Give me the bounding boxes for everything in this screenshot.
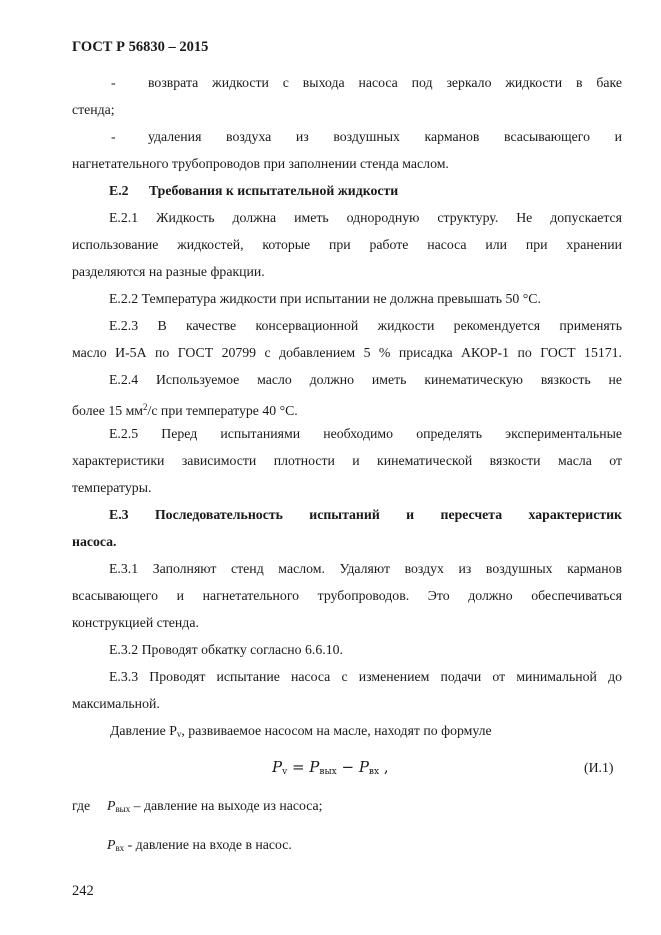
definition-text: - давление на входе в насос. [124, 837, 292, 852]
formula-symbol: P [309, 758, 320, 776]
paragraph-line: Е.2.4 Используемое масло должно иметь кинематическую вязкость не [109, 372, 622, 387]
formula-subscript: вых [319, 767, 337, 777]
paragraph-line: Е.3.3 Проводят испытание насоса с изменением подачи от минимальной до [109, 669, 622, 684]
paragraph-line: максимальной. [72, 696, 160, 711]
definition-text: – давление на выходе из насоса; [130, 798, 323, 813]
formula-symbol: P [107, 798, 116, 813]
formula-symbol: P [272, 758, 283, 776]
section-title: Требования к испытательной жидкости [149, 183, 399, 198]
formula-subscript: вх [115, 843, 125, 853]
paragraph-line: Е.2.3 В качестве консервационной жидкости рекомендуется применять [109, 318, 622, 333]
paragraph-line: конструкцией стенда. [72, 615, 199, 630]
text-run: , развиваемое насосом на масле, находят по формуле [181, 723, 492, 738]
formula-number: (И.1) [584, 760, 614, 775]
formula-punct: , [379, 758, 389, 776]
text-run: Давление P [110, 723, 177, 738]
formula-subscript: вых [115, 804, 131, 814]
paragraph-line: температуры. [72, 480, 152, 495]
paragraph-line [110, 722, 492, 743]
section-number: Е.2 [109, 183, 129, 198]
formula-operator: − [336, 758, 359, 776]
paragraph-line: Е.2.5 Перед испытаниями необходимо определять экспериментальные [109, 426, 622, 441]
list-marker: - [111, 75, 116, 90]
paragraph-line: Е.3.2 Проводят обкатку согласно 6.6.10. [109, 642, 343, 657]
formula-symbol: P [107, 837, 116, 852]
subscript: v [176, 729, 182, 739]
paragraph-line: использование жидкостей, которые при работе насоса или при хранении [72, 237, 622, 252]
formula-subscript: вх [368, 767, 380, 777]
list-marker: - [111, 129, 116, 144]
paragraph-line [72, 398, 298, 420]
section-title: насоса. [72, 534, 117, 549]
paragraph-line: характеристики зависимости плотности и кинематической вязкости масла от [72, 453, 622, 468]
formula-symbol: P [358, 758, 369, 776]
section-title: Е.3 Последовательность испытаний и пересчета характеристик [109, 507, 622, 522]
paragraph-line: масло И-5А по ГОСТ 20799 с добавлением 5 % присадка АКОР-1 по ГОСТ 15171. [72, 345, 622, 360]
formula-subscript: v [282, 767, 288, 777]
text-run: /с при температуре 40 °С. [147, 403, 298, 418]
document-header: ГОСТ Р 56830 – 2015 [72, 39, 209, 55]
list-item-text: нагнетательного трубопроводов при заполнении стенда маслом. [72, 156, 449, 171]
superscript: 2 [143, 402, 148, 412]
paragraph-line: Е.2.1 Жидкость должна иметь однородную структуру. Не допускается [109, 210, 622, 225]
definition-line [107, 836, 292, 857]
paragraph-line: Е.3.1 Заполняют стенд маслом. Удаляют воздух из воздушных карманов [109, 561, 622, 576]
list-item-text: удаления воздуха из воздушных карманов всасывающего и [148, 129, 622, 144]
paragraph-line: Е.2.2 Температура жидкости при испытании не должна превышать 50 °С. [109, 291, 541, 306]
list-item-text: возврата жидкости с выхода насоса под зеркало жидкости в баке [148, 75, 622, 90]
text-run: более 15 мм [72, 403, 144, 418]
where-word: где [72, 798, 91, 813]
page-number: 242 [72, 883, 94, 899]
paragraph-line: всасывающего и нагнетательного трубопроводов. Это должно обеспечиваться [72, 588, 622, 603]
definition-line [107, 797, 322, 818]
paragraph-line: разделяются на разные фракции. [72, 264, 265, 279]
list-item-text: стенда; [72, 102, 115, 117]
formula-operator: = [287, 758, 310, 776]
formula [272, 757, 389, 782]
